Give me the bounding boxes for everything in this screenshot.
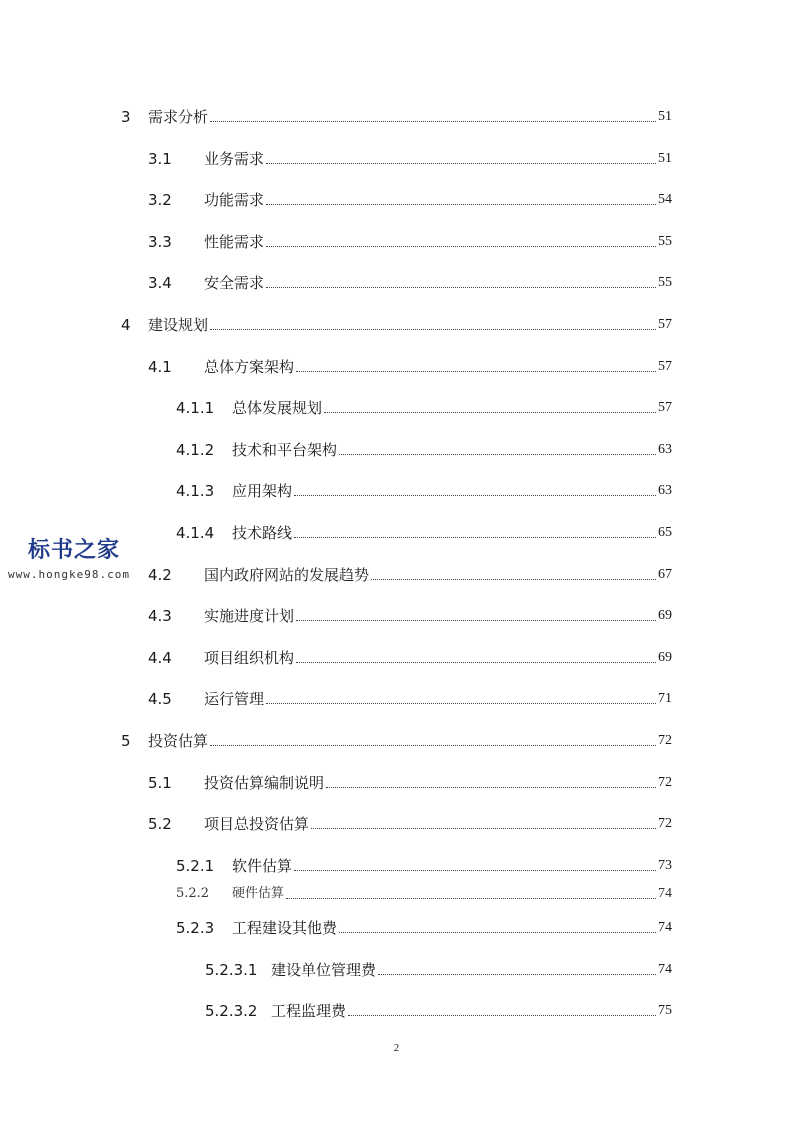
toc-entry-number: 4.4 xyxy=(148,649,172,667)
toc-entry-page: 57 xyxy=(658,317,672,332)
toc-entry-number: 3.2 xyxy=(148,191,172,209)
toc-entry[interactable] xyxy=(148,688,672,710)
toc-entry-title: 需求分析 xyxy=(148,108,209,126)
toc-dot-leader xyxy=(348,1015,656,1016)
toc-entry-title: 项目总投资估算 xyxy=(204,815,310,833)
toc-entry-number: 5.2.2 xyxy=(176,886,210,901)
toc-dot-leader xyxy=(371,579,656,580)
toc-entry-title: 技术和平台架构 xyxy=(232,441,338,459)
toc-entry-page: 63 xyxy=(658,483,672,498)
toc-entry-title: 投资估算编制说明 xyxy=(204,774,325,792)
toc-entry-number: 3.3 xyxy=(148,233,172,251)
toc-entry[interactable] xyxy=(148,647,672,669)
toc-entry-number: 4.1.3 xyxy=(176,482,215,500)
toc-entry-page: 55 xyxy=(658,234,672,249)
toc-entry-page: 51 xyxy=(658,151,672,166)
toc-dot-leader xyxy=(266,246,656,247)
toc-entry-title: 建设规划 xyxy=(148,316,209,334)
toc-entry-number: 4.1 xyxy=(148,358,172,376)
toc-entry-page: 57 xyxy=(658,359,672,374)
toc-entry-number: 5.1 xyxy=(148,774,172,792)
page-number: 2 xyxy=(393,1042,400,1054)
toc-entry-number: 4.5 xyxy=(148,690,172,708)
toc-entry-title: 运行管理 xyxy=(204,690,265,708)
toc-entry-title: 建设单位管理费 xyxy=(271,961,377,979)
toc-entry-page: 75 xyxy=(658,1003,672,1018)
toc-entry-page: 57 xyxy=(658,400,672,415)
watermark-url: www.hongke98.com xyxy=(8,568,130,581)
toc-entry-page: 73 xyxy=(658,858,672,873)
watermark-logo: 标书之家 xyxy=(28,538,121,563)
toc-entry-page: 71 xyxy=(658,691,672,706)
toc-entry-page: 67 xyxy=(658,567,672,582)
toc-dot-leader xyxy=(339,454,656,455)
toc-dot-leader xyxy=(324,412,656,413)
toc-entry[interactable] xyxy=(205,1000,672,1022)
toc-entry-title: 软件估算 xyxy=(232,857,293,875)
toc-dot-leader xyxy=(210,329,656,330)
toc-entry-page: 72 xyxy=(658,733,672,748)
toc-entry-title: 技术路线 xyxy=(232,524,293,542)
toc-entry[interactable] xyxy=(121,314,672,336)
toc-dot-leader xyxy=(294,870,656,871)
toc-entry-title: 国内政府网站的发展趋势 xyxy=(204,566,370,584)
toc-dot-leader xyxy=(296,662,656,663)
toc-entry-title: 业务需求 xyxy=(204,150,265,168)
toc-entry-title: 投资估算 xyxy=(148,732,209,750)
toc-entry-number: 4 xyxy=(121,316,131,334)
toc-dot-leader xyxy=(296,371,656,372)
toc-entry-page: 74 xyxy=(658,886,672,901)
toc-dot-leader xyxy=(378,974,656,975)
toc-entry[interactable] xyxy=(148,564,672,586)
toc-entry[interactable] xyxy=(176,480,672,502)
toc-entry-title: 安全需求 xyxy=(204,274,265,292)
toc-entry-title: 性能需求 xyxy=(204,233,265,251)
toc-dot-leader xyxy=(266,287,656,288)
toc-entry-number: 4.3 xyxy=(148,607,172,625)
toc-dot-leader xyxy=(210,121,656,122)
toc-entry-number: 5.2.3 xyxy=(176,919,215,937)
toc-entry[interactable] xyxy=(148,356,672,378)
toc-entry-number: 4.1.2 xyxy=(176,441,215,459)
toc-entry[interactable] xyxy=(176,397,672,419)
toc-dot-leader xyxy=(266,163,656,164)
toc-entry-page: 55 xyxy=(658,275,672,290)
toc-entry-page: 72 xyxy=(658,775,672,790)
toc-entry-page: 63 xyxy=(658,442,672,457)
toc-entry[interactable] xyxy=(148,148,672,170)
toc-entry-page: 69 xyxy=(658,608,672,623)
toc-entry[interactable] xyxy=(121,106,672,128)
toc-dot-leader xyxy=(266,703,656,704)
toc-entry-page: 51 xyxy=(658,109,672,124)
toc-dot-leader xyxy=(296,620,656,621)
toc-entry-title: 项目组织机构 xyxy=(204,649,295,667)
toc-entry-page: 72 xyxy=(658,816,672,831)
toc-dot-leader xyxy=(311,828,656,829)
toc-dot-leader xyxy=(286,898,656,899)
toc-entry-page: 65 xyxy=(658,525,672,540)
toc-entry[interactable] xyxy=(176,439,672,461)
toc-entry[interactable] xyxy=(148,813,672,835)
toc-entry[interactable] xyxy=(176,855,672,877)
toc-entry-title: 功能需求 xyxy=(204,191,265,209)
toc-entry-title: 硬件估算 xyxy=(232,886,285,901)
toc-entry-number: 3.1 xyxy=(148,150,172,168)
toc-dot-leader xyxy=(294,495,656,496)
toc-entry-number: 5.2.3.1 xyxy=(205,961,258,979)
toc-entry-page: 69 xyxy=(658,650,672,665)
toc-dot-leader xyxy=(210,745,656,746)
toc-dot-leader xyxy=(326,787,656,788)
toc-entry[interactable] xyxy=(176,884,672,904)
toc-dot-leader xyxy=(266,204,656,205)
toc-entry-title: 总体发展规划 xyxy=(232,399,323,417)
watermark xyxy=(8,538,148,582)
toc-entry[interactable] xyxy=(148,605,672,627)
toc-entry-title: 工程监理费 xyxy=(271,1002,347,1020)
toc-entry-number: 3 xyxy=(121,108,131,126)
toc-entry-number: 3.4 xyxy=(148,274,172,292)
toc-dot-leader xyxy=(339,932,656,933)
toc-entry-page: 54 xyxy=(658,192,672,207)
toc-entry-number: 5.2.3.2 xyxy=(205,1002,258,1020)
toc-entry-page: 74 xyxy=(658,920,672,935)
toc-entry[interactable] xyxy=(205,959,672,981)
toc-dot-leader xyxy=(294,537,656,538)
toc-entry-title: 实施进度计划 xyxy=(204,607,295,625)
toc-entry-title: 总体方案架构 xyxy=(204,358,295,376)
toc-entry[interactable] xyxy=(148,772,672,794)
toc-entry-title: 工程建设其他费 xyxy=(232,919,338,937)
toc-entry-title: 应用架构 xyxy=(232,482,293,500)
toc-entry-number: 4.1.4 xyxy=(176,524,215,542)
toc-entry[interactable] xyxy=(148,272,672,294)
toc-entry-number: 5 xyxy=(121,732,131,750)
toc-entry-number: 4.1.1 xyxy=(176,399,215,417)
toc-entry[interactable] xyxy=(176,522,672,544)
toc-entry[interactable] xyxy=(148,231,672,253)
toc-entry-page: 74 xyxy=(658,962,672,977)
toc-entry-number: 5.2.1 xyxy=(176,857,215,875)
toc-entry[interactable] xyxy=(176,917,672,939)
toc-entry[interactable] xyxy=(121,730,672,752)
toc-entry-number: 4.2 xyxy=(148,566,172,584)
toc-entry[interactable] xyxy=(148,189,672,211)
toc-entry-number: 5.2 xyxy=(148,815,172,833)
